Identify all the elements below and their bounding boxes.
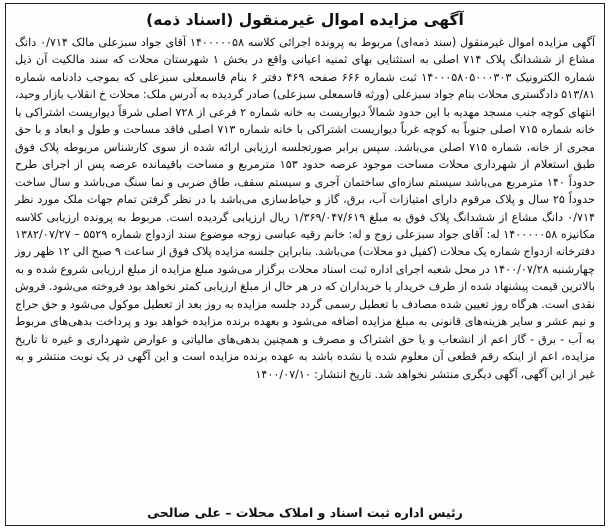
notice-body: آگهی مزایده اموال غیرمنقول (سند ذمه‌ای) مربوط به پرونده اجرائی کلاسه ۱۴۰۰۰۰۰۵۸ آقای جواد سبزعلی مالک ۰/۷۱۴ دانگ مشاع از ششدانگ پلاک ۷۱۴ اصلی به استثنایی بهای ثمنیه اعیانی واقع در بخش ۱ شهرستان محلات که سند مالکیت آن ذیل شماره الکترونیک ۱۴۰۰۰۵۸۰۵۰۰۰۳۰۳ ثبت شماره ۶۶۶ صفحه ۴۶۹ دفتر ۶ بنام قاسمعلی سبزعلی که بموجب دادنامه شماره ۵۱۳/۸۱ دادگستری محلات بنام جواد سبزعلی (ورثه قاسمعلی سبزعلی) صادر گردیده به آدرس ملک: محلات خ انقلاب بازار وحید، انتهای کوچه جنب مسجد مهدیه با این حدود شمالاً دیواریست به خانه شماره ۲ فرعی از ۷۲۸ اصلی شرقاً دیواریست اشتراکی با خانه شماره ۷۱۵ اصلی جنوباً به کوچه غرباً دیواریست اشتراکی با خانه شماره ۷۱۳ اصلی فاقد مساحت و طول و ابعاد و با حق مجری از خانه، شماره ۷۱۵ اصلی می‌باشد. سپس برابر صورتجلسه ارزیابی ارائه شده از سوی کارشناس مربوطه پلاک فوق طبق استعلام از شهرداری محلات مساحت موجود عرصه حدود ۱۵۳ مترمربع و مساحت باقیمانده عرصه پس از اجرای طرح حدوداً ۱۴۰ مترمربع می‌باشد سیستم سازه‌ای ساختمان آجری و سیستم سقف، طاق ضربی و نما سنگ می‌باشد و سال ساخت حدوداً ۲۵ سال و پلاک مرقوم دارای امتیازات آب، برق، گاز و حیاط‌سازی می‌باشد با در نظر گرفتن تمام جهات ملک مورد نظر ۰/۷۱۴ دانگ مشاع از ششدانگ پلاک فوق به مبلغ ۱/۳۶۹/۰۴۷/۶۱۹ ریال ارزیابی گردیده است. مربوط به پرونده ارزیابی کلاسه مکانیزه ۱۴۰۰۰۰۰۵۸ له: آقای جواد سبزعلی زوج و له: خانم رقیه عباسی زوجه موضوع سند ازدواج شماره ۵۵۲۹ – ۱۳۸۲/۰۷/۲۷ دفترخانه ازدواج شماره یک محلات (کفیل دو محلات) می‌باشد. بنابراین جلسه مزایده پلاک فوق از ساعت ۹ صبح الی ۱۲ ظهر روز چهارشنبه ۱۴۰۰/۰۷/۲۸ در محل شعبه اجرای اداره ثبت اسناد محلات برگزار می‌شود مبلغ مزایده از مبلغ ارزیابی شروع شده و به بالاترین قیمت پیشنهاد شده از طرف خریدار یا خریداران که در هر حال از مبلغ ارزیابی کمتر نخواهد بود فروخته می‌شود. فروش نقدی است. هرگاه روز تعیین شده مصادف با تعطیل رسمی گردد جلسه مزایده به روز بعد از تعطیل موکول می‌شود و حق حراج و نیم عشر و سایر هزینه‌های قانونی به مبلغ مزایده اضافه می‌شود و بعهده برنده مزایده خواهد بود و پرداخت بدهی‌های مربوط به آب - برق - گاز اعم از انشعاب و یا حق اشتراک و مصرف و همچنین بدهی‌های مالیاتی و عوارض شهرداری و غیره تا تاریخ مزایده، اعم از اینکه رقم قطعی آن معلوم شده یا نشده باشد به عهده برنده مزایده است و این آگهی در یک نوبت منتشر و به غیر از این آگهی، آگهی دیگری منتشر نخواهد شد. تاریخ انتشار: ۱۴۰۰/۰۷/۱۰	[15, 36, 596, 381]
notice-title: آگهی مزایده اموال غیرمنقول (اسناد ذمه)	[146, 11, 464, 29]
notice-signature: رئیس اداره ثبت اسناد و املاک محلات – علی صالحی	[147, 505, 463, 520]
auction-notice	[5, 3, 605, 526]
